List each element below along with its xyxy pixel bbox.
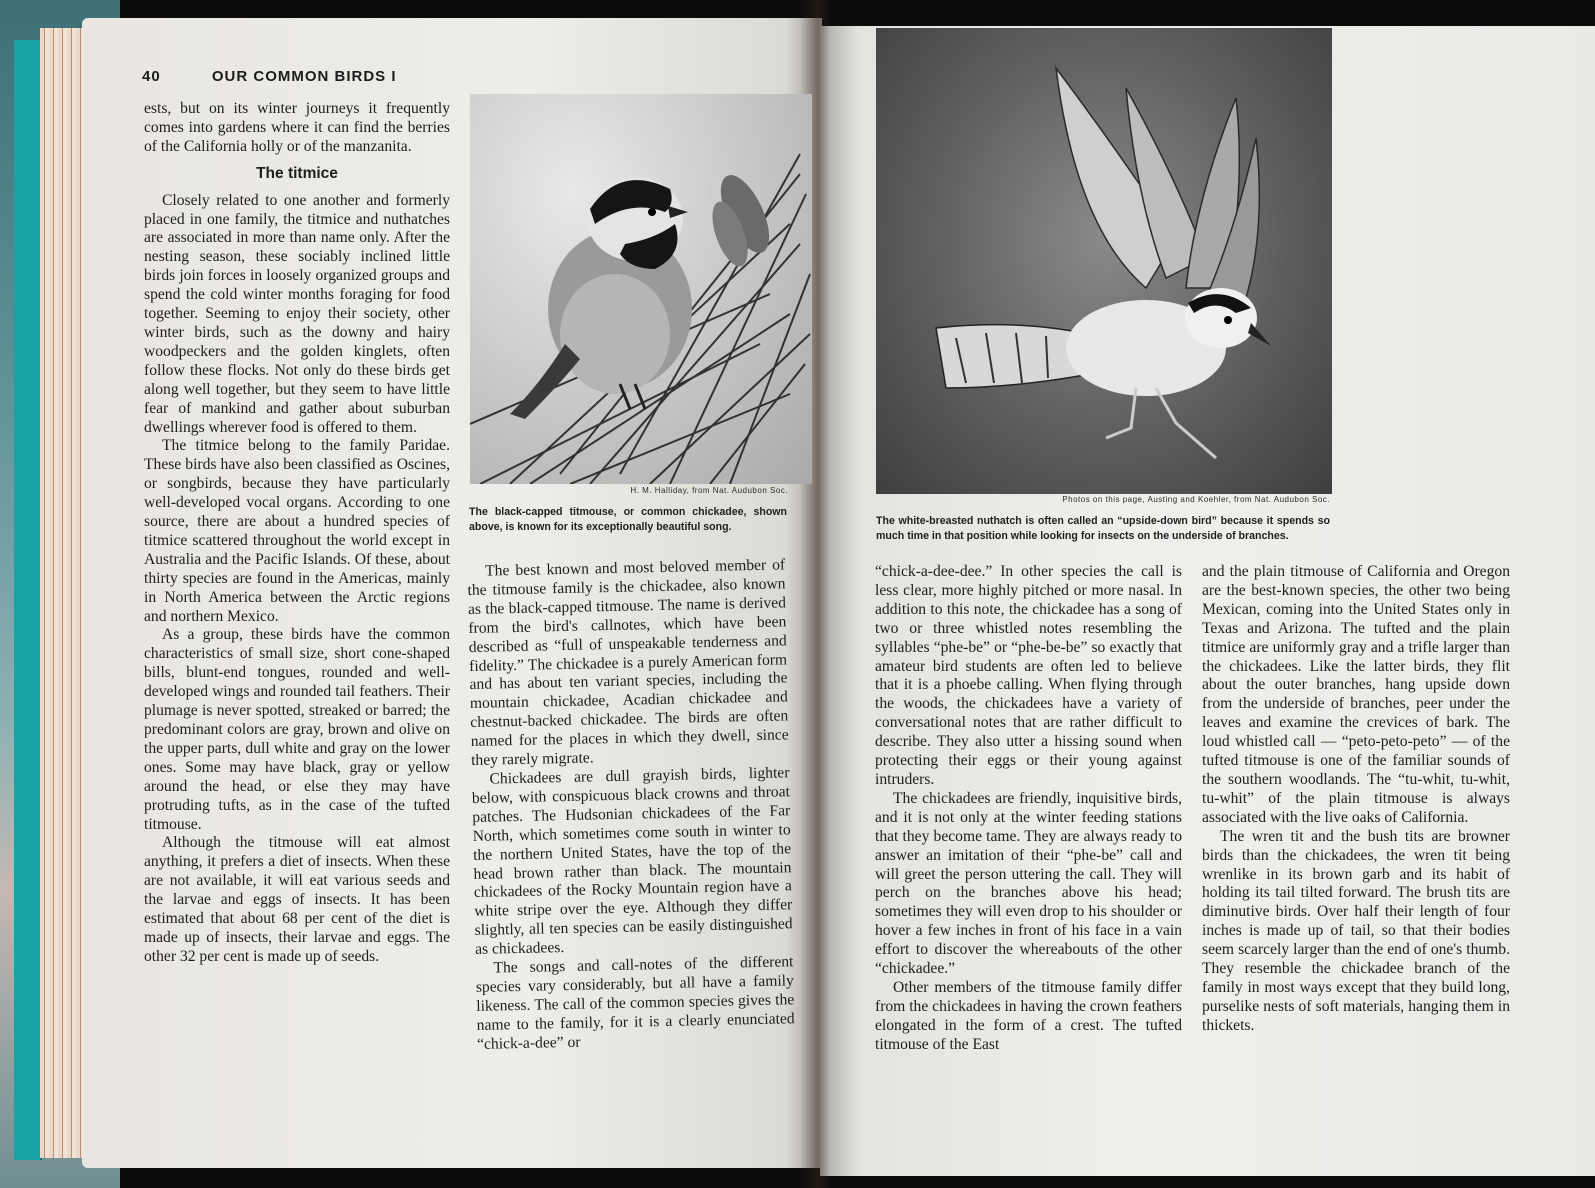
paragraph: The wren tit and the bush tits are browner birds than the chickadees, the wren tit being wrenlike in its brown garb and its habit of holding its tail tilted forward. The brush tits are diminutive birds. Over half their length of four inches is made up of tail, so that their bodies seem scarcely larger than the end of one's thumb. They resemble the chickadee branch of the family in most ways except that they build long, purselike nests of soft materials, hanging them in thickets.: [1202, 827, 1510, 1034]
paragraph: Other members of the titmouse family differ from the chickadees in having the crown feathers elongated in the form of a crest. The tufted titmouse of the East: [875, 978, 1182, 1053]
right-page-column-1: [875, 563, 1182, 1055]
right-page-column-2: [1202, 563, 1510, 1036]
photo-credit: Photos on this page, Austing and Koehler, from Nat. Audubon Soc.: [1062, 495, 1330, 504]
running-head-title: OUR COMMON BIRDS I: [211, 68, 397, 85]
page-number: 40: [142, 68, 161, 85]
photo-caption: The white-breasted nuthatch is often called an “upside-down bird” because it spends so much time in that position while looking for insects on the underside of branches.: [876, 515, 1330, 542]
running-head: [142, 68, 397, 85]
nuthatch-illustration: [876, 28, 1332, 494]
chickadee-illustration: [470, 94, 812, 484]
nuthatch-photo: [876, 28, 1332, 494]
left-page-column-2: [467, 556, 795, 1054]
paragraph: The chickadees are friendly, inquisitive birds, and it is not only at the winter feeding stations that they become tame. They are always ready to answer an imitation of their “phe-be” call and will greet the person uttering the call. They will perch on the branches above his head; sometimes they will even drop to his shoulder or hover a few inches in front of his face in a vain effort to discover the whereabouts of the other “chickadee.”: [875, 789, 1182, 978]
book-cover-edge: [14, 40, 42, 1160]
paragraph: Although the titmouse will eat almost anything, it prefers a diet of insects. When these are not available, it will eat various seeds and the larvae and eggs of insects. It has been estimated that about 68 per cent of the diet is made up of insects, their larvae and eggs. The other 32 per cent is made up of seeds.: [144, 834, 450, 965]
photo-credit: H. M. Halliday, from Nat. Audubon Soc.: [630, 486, 788, 495]
carryover-paragraph: ests, but on its winter journeys it frequently comes into gardens where it can find the berries of the California holly or of the manzanita.: [144, 100, 450, 155]
carryover-paragraph: and the plain titmouse of California and Oregon are the best-known species, the other two being Mexican, coming into the United States only in Texas and Arizona. The tufted and the plain titmice are uniformly gray and a trifle larger than the chickadees. Like the latter birds, they flit about the outer branches, hang upside down from the underside of branches, peer under the leaves and examine the crevices of bark. The loud whistled call — “peto-peto-peto” — of the tufted titmouse is one of the familiar sounds of the southern woodlands. The “tu-whit, tu-whit, tu-whit” of the plain titmouse is always associated with the live oaks of California.: [1202, 563, 1510, 826]
carryover-paragraph: “chick-a-dee-dee.” In other species the call is less clear, more highly pitched or more nasal. In addition to this note, the chickadee has a song of two or three whistled notes resembling the syllables “phe-be” or “phe-be-be” so exactly that amateur bird students are often led to believe that it is a phoebe calling. When flying through the woods, the chickadees have a variety of conversational notes that are rather difficult to describe. They also utter a hissing sound when protecting their eggs or their young against intruders.: [875, 563, 1182, 788]
paragraph: The titmice belong to the family Paridae. These birds have also been classified as Oscines, or songbirds, because they have particularly well-developed vocal organs. According to one source, there are about a hundred species of titmice scattered throughout the world except in Australia and the Pacific Islands. Of these, about thirty species are found in the Americas, mainly in North America between the Arctic regions and northern Mexico.: [144, 437, 450, 625]
paragraph: As a group, these birds have the common characteristics of small size, short cone-shaped bills, blunt-end tongues, rounded and well-developed wings and rounded tail feathers. Their plumage is never spotted, streaked or barred; the predominant colors are gray, brown and olive on the upper parts, dull white and gray on the lower ones. Some may have black, gray or yellow around the head, or else they may have protruding tufts, as in the case of the tufted titmouse.: [144, 626, 450, 833]
left-page-column-1: [144, 100, 450, 967]
chickadee-photo: [470, 94, 812, 484]
paragraph: The songs and call-notes of the different species vary considerably, but all have a family likeness. The call of the common species gives the name to the family, for it is a clearly enunciated “chick-a-dee” or: [475, 953, 795, 1053]
paragraph: The best known and most beloved member of the titmouse family is the chickadee, also known as the black-capped titmouse. The name is derived from the bird's callnotes, which have been described as “full of unspeakable tenderness and fidelity.” The chickadee is a purely American form and has about ten variant species, including the mountain chickadee, Acadian chickadee and chestnut-backed chickadee. The birds are often named for the places in which they dwell, since they rarely migrate.: [467, 556, 789, 770]
paragraph: Closely related to one another and formerly placed in one family, the titmice and nuthatches are associated in more than name only. After the nesting season, these sociably inclined little birds join forces in loosely organized groups and spend the cold winter months foraging for food together. Seeming to enjoy their society, other winter birds, such as the downy and hairy woodpeckers and the golden kinglets, often follow these flocks. Not only do these birds get along well together, but they seem to have little fear of mankind and gather about suburban dwellings wherever food is offered to them.: [144, 191, 450, 436]
photo-caption: The black-capped titmouse, or common chickadee, shown above, is known for its exceptionally beautiful song.: [469, 506, 787, 533]
paragraph: Chickadees are dull grayish birds, lighter below, with conspicuous black crowns and throat patches. The Hudsonian chickadees of the Far North, which sometimes come south in winter to the northern United States, have the top of the head brown rather than black. The mountain chickadees of the Rocky Mountain region have a white stripe over the eye. Although they differ slightly, all ten species can be easily distinguished as chickadees.: [471, 764, 793, 959]
section-heading: The titmice: [256, 164, 338, 182]
